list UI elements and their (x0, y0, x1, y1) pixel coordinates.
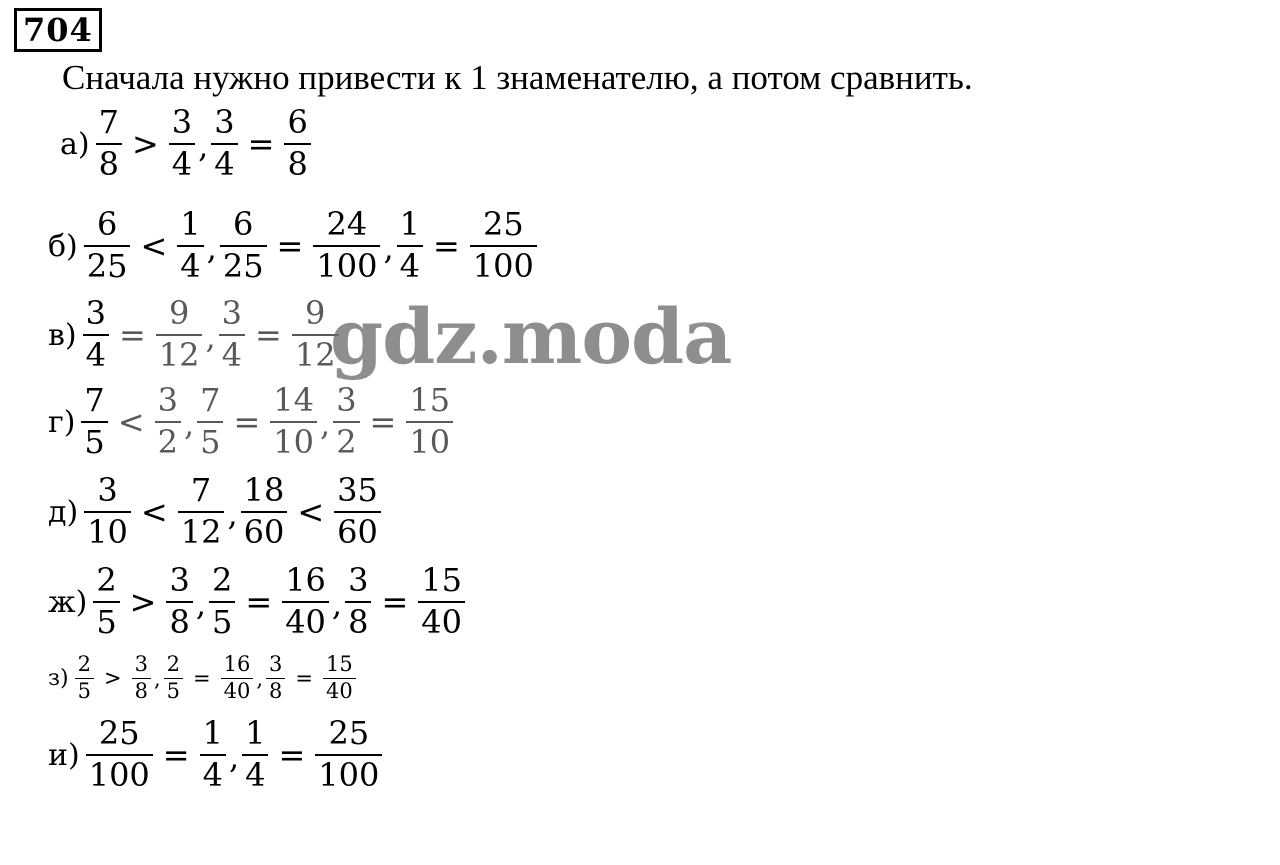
fraction (284, 105, 310, 183)
separator: , (228, 737, 240, 776)
numerator: 16 (223, 651, 251, 676)
denominator: 2 (336, 423, 357, 461)
numerator: 3 (85, 294, 106, 333)
denominator: 5 (96, 603, 117, 641)
denominator: 10 (87, 513, 128, 551)
item-label: б) (48, 228, 78, 264)
equation-line (48, 207, 539, 285)
fraction (266, 653, 285, 703)
numerator: 3 (171, 103, 193, 142)
numerator: 3 (214, 103, 235, 142)
numerator: 3 (269, 651, 283, 676)
fraction (220, 207, 267, 285)
denominator: 4 (221, 336, 243, 374)
denominator: 10 (409, 423, 451, 461)
equation-line (48, 473, 383, 551)
numerator: 3 (336, 381, 357, 420)
separator: , (183, 404, 195, 443)
numerator: 6 (96, 205, 118, 244)
equation-line (48, 716, 384, 794)
numerator: 7 (84, 381, 105, 420)
operator: = (233, 403, 261, 441)
fraction (211, 105, 237, 183)
numerator: 3 (348, 561, 369, 600)
separator: , (206, 228, 217, 267)
denominator: 25 (86, 247, 128, 285)
numerator: 25 (482, 205, 524, 244)
denominator: 5 (84, 423, 105, 461)
denominator: 40 (223, 678, 251, 703)
denominator: 100 (318, 756, 380, 794)
operator: = (162, 736, 190, 774)
fraction (177, 207, 203, 285)
item-label: и) (48, 737, 80, 773)
separator: , (227, 494, 238, 533)
separator: , (256, 667, 264, 692)
separator: , (205, 317, 216, 356)
denominator: 4 (399, 247, 420, 285)
fraction (397, 207, 423, 285)
numerator: 1 (180, 205, 201, 244)
item-label: в) (48, 317, 77, 353)
denominator: 4 (85, 336, 106, 374)
item-label: а) (60, 126, 90, 162)
fraction (81, 383, 107, 461)
fraction (221, 653, 254, 703)
denominator: 60 (243, 513, 285, 551)
fraction (200, 716, 226, 794)
operator: = (118, 316, 146, 354)
problem-number: 704 (14, 8, 102, 52)
numerator: 6 (233, 205, 254, 244)
fraction (282, 563, 329, 641)
operator: = (193, 666, 211, 690)
operator: < (140, 227, 168, 265)
separator: , (320, 404, 331, 443)
denominator: 60 (337, 513, 378, 551)
denominator: 8 (348, 603, 369, 641)
numerator: 1 (202, 714, 223, 753)
denominator: 8 (134, 678, 148, 703)
denominator: 5 (200, 423, 221, 461)
denominator: 8 (169, 603, 190, 641)
fraction (315, 716, 382, 794)
operator: > (131, 125, 159, 163)
denominator: 8 (98, 145, 119, 183)
numerator: 9 (305, 294, 326, 333)
fraction (470, 207, 537, 285)
numerator: 15 (421, 561, 462, 600)
operator: < (117, 403, 145, 441)
fraction (132, 653, 151, 703)
fraction (334, 473, 381, 551)
denominator: 8 (269, 678, 283, 703)
numerator: 3 (157, 381, 178, 420)
numerator: 35 (337, 471, 378, 510)
item-label: з) (48, 665, 69, 691)
fraction (84, 473, 131, 551)
denominator: 100 (472, 247, 534, 285)
fraction (75, 653, 94, 703)
operator: = (245, 583, 273, 621)
watermark-logo: gdz.moda (330, 292, 732, 381)
numerator: 25 (328, 714, 370, 753)
operator: = (369, 403, 397, 441)
separator: , (153, 667, 161, 692)
fraction (418, 563, 465, 641)
fraction (93, 563, 119, 641)
numerator: 3 (134, 651, 148, 676)
denominator: 5 (166, 678, 181, 703)
denominator: 40 (421, 603, 462, 641)
numerator: 1 (245, 714, 266, 753)
equation-line (48, 653, 358, 703)
denominator: 25 (222, 247, 264, 285)
item-label: г) (48, 404, 76, 440)
separator: , (383, 228, 394, 267)
denominator: 4 (171, 145, 193, 183)
numerator: 2 (96, 561, 117, 600)
numerator: 15 (326, 651, 353, 676)
operator: = (255, 316, 282, 354)
numerator: 7 (98, 103, 119, 142)
denominator: 10 (273, 423, 315, 461)
fraction (84, 207, 131, 285)
numerator: 3 (221, 294, 243, 333)
numerator: 2 (212, 561, 233, 600)
denominator: 12 (180, 513, 222, 551)
operator: < (140, 493, 168, 531)
fraction (242, 716, 268, 794)
numerator: 1 (399, 205, 420, 244)
numerator: 24 (326, 205, 368, 244)
instruction-text: Сначала нужно привести к 1 знаменателю, а потом сравнить. (62, 58, 973, 97)
denominator: 4 (245, 756, 266, 794)
fraction (323, 653, 356, 703)
numerator: 25 (98, 714, 140, 753)
operator: = (295, 666, 314, 690)
denominator: 5 (212, 603, 233, 641)
numerator: 7 (190, 471, 212, 510)
operator: = (278, 736, 306, 774)
operator: = (276, 227, 304, 265)
fraction (86, 716, 153, 794)
fraction (178, 473, 225, 551)
separator: , (195, 584, 207, 623)
fraction (164, 653, 183, 703)
numerator: 9 (168, 294, 190, 333)
fraction (209, 563, 235, 641)
numerator: 16 (285, 561, 326, 600)
operator: > (103, 666, 122, 690)
operator: = (432, 227, 460, 265)
numerator: 3 (97, 471, 118, 510)
denominator: 4 (214, 145, 235, 183)
numerator: 2 (166, 651, 181, 676)
denominator: 8 (287, 145, 308, 183)
denominator: 100 (88, 756, 150, 794)
numerator: 2 (77, 651, 91, 676)
denominator: 5 (77, 678, 91, 703)
denominator: 2 (157, 423, 178, 461)
fraction (313, 207, 380, 285)
operator: < (297, 493, 325, 531)
separator: , (198, 126, 209, 165)
denominator: 12 (158, 336, 200, 374)
operator: > (129, 583, 157, 621)
denominator: 4 (202, 756, 223, 794)
denominator: 100 (316, 247, 378, 285)
denominator: 12 (294, 336, 336, 374)
fraction (169, 105, 195, 183)
fraction (96, 105, 122, 183)
separator: , (331, 584, 343, 623)
numerator: 15 (409, 381, 451, 420)
numerator: 14 (273, 381, 315, 420)
fraction (241, 473, 288, 551)
denominator: 40 (326, 678, 353, 703)
fraction (83, 296, 109, 374)
numerator: 6 (287, 103, 308, 142)
numerator: 7 (200, 381, 221, 420)
fraction (166, 563, 192, 641)
item-label: д) (48, 494, 79, 530)
equation-line (60, 105, 313, 183)
numerator: 3 (169, 561, 190, 600)
denominator: 4 (180, 247, 201, 285)
denominator: 40 (285, 603, 326, 641)
operator: = (381, 583, 409, 621)
equation-line (48, 563, 467, 641)
numerator: 18 (243, 471, 285, 510)
fraction (345, 563, 371, 641)
item-label: ж) (48, 584, 88, 620)
operator: = (247, 125, 275, 163)
